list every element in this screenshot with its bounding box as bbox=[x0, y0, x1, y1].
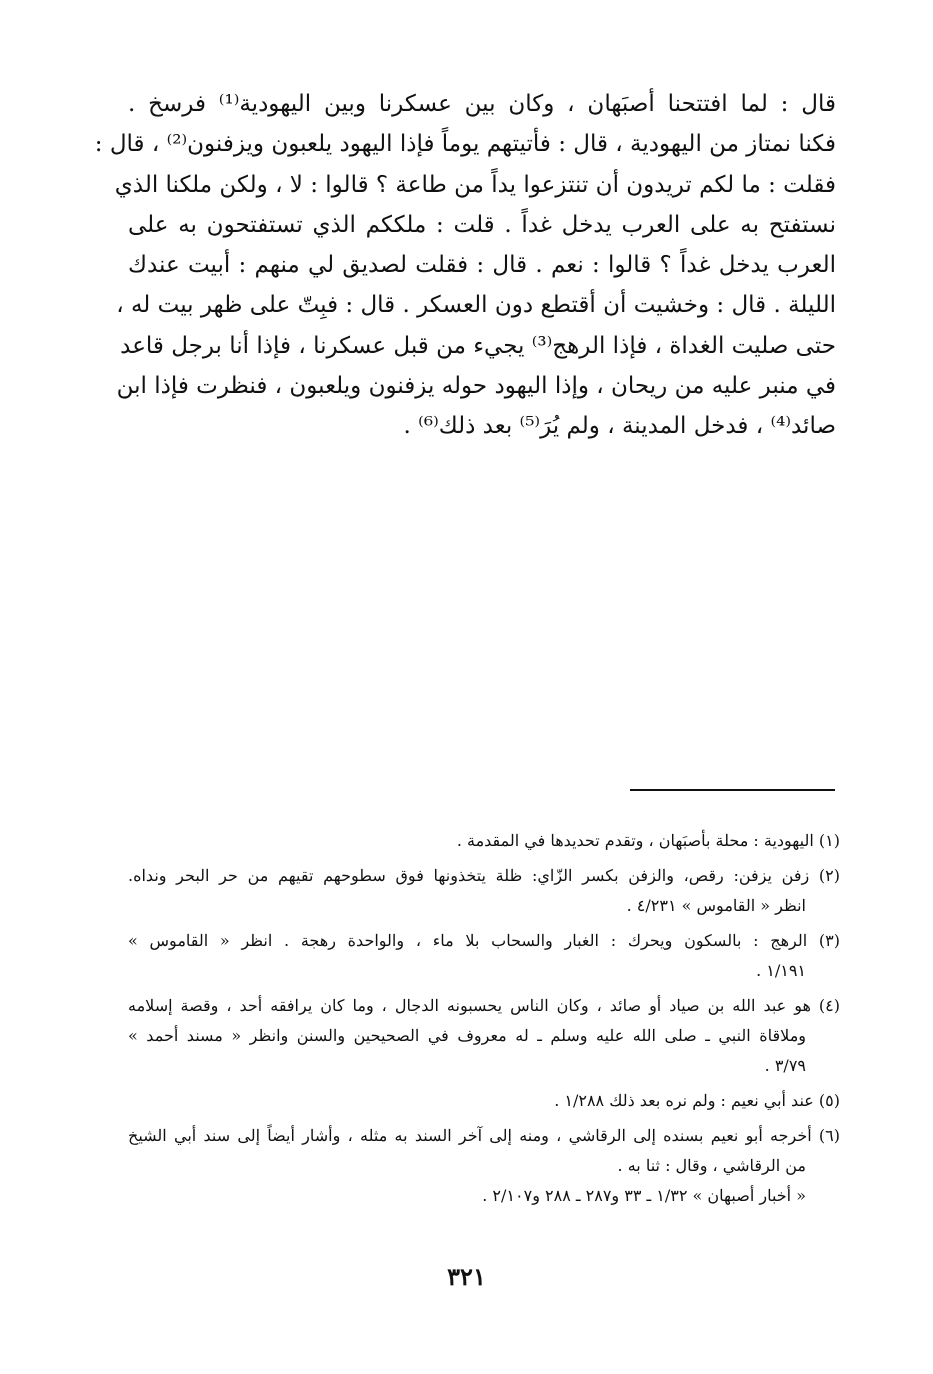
footnote-5 bbox=[128, 1086, 840, 1116]
page-number: ٣٢١ bbox=[447, 1262, 486, 1291]
footnote-line: « أخبار أصبهان » ١/٣٢ ـ ٣٣ و٢٨٧ ـ ٢٨٨ و٢/١٠٧ . bbox=[482, 1186, 806, 1205]
footnote-line: (١) اليهودية : محلة بأصبَهان ، وتقدم تحديدها في المقدمة . bbox=[456, 831, 840, 850]
footnote-line: من الرقاشي ، وقال : ثنا به . bbox=[617, 1156, 806, 1175]
body-line: قال : لما افتتحنا أصبَهان ، وكان بين عسكرنا وبين اليهودية⁽¹⁾ فرسخ . bbox=[128, 91, 836, 117]
main-body-text bbox=[94, 84, 836, 447]
footnotes-section bbox=[128, 826, 840, 1211]
footnote-line: انظر « القاموس » ٤/٢٣١ . bbox=[626, 896, 806, 915]
footnote-6 bbox=[128, 1121, 840, 1211]
footnote-1 bbox=[128, 826, 840, 856]
footnote-line: (٢) زفن يزفن: رقص، والزفن بكسر الزّاي: ظلة يتخذونها فوق سطوحهم تقيهم من حر البحر ونداه. bbox=[128, 866, 841, 885]
footnote-line: (٦) أخرجه أبو نعيم بسنده إلى الرقاشي ، ومنه إلى آخر السند به مثله ، وأشار أيضاً إلى سند أبي الشيخ bbox=[128, 1126, 840, 1145]
footnote-line: ٣/٧٩ . bbox=[764, 1056, 806, 1075]
footnote-line: ١/١٩١ . bbox=[756, 961, 806, 980]
body-line: فقلت : ما لكم تريدون أن تنتزعوا يداً من طاعة ؟ قالوا : لا ، ولكن ملكنا الذي bbox=[114, 171, 836, 198]
body-line: حتى صليت الغداة ، فإذا الرهج⁽³⁾ يجيء من قبل عسكرنا ، فإذا أنا برجل قاعد bbox=[120, 332, 836, 359]
footnote-4 bbox=[128, 991, 840, 1081]
footnote-line: (٤) هو عبد الله بن صياد أو صائد ، وكان الناس يحسبونه الدجال ، وما كان يرافقه أحد ، وقصة إسلامه bbox=[128, 996, 840, 1015]
body-line: في منبر عليه من ريحان ، وإذا اليهود حوله يزفنون ويلعبون ، فنظرت فإذا ابن bbox=[116, 373, 836, 400]
footnote-line: وملاقاة النبي ـ صلى الله عليه وسلم ـ له معروف في الصحيحين والسنن وانظر « مسند أحمد » bbox=[128, 1026, 806, 1045]
footnote-separator bbox=[630, 789, 835, 791]
footnote-2 bbox=[128, 861, 840, 921]
footnote-line: (٥) عند أبي نعيم : ولم نره بعد ذلك ١/٢٨٨ . bbox=[554, 1091, 840, 1110]
body-line: نستفتح به على العرب يدخل غداً . قلت : ملككم الذي تستفتحون به على bbox=[128, 211, 836, 238]
body-line: العرب يدخل غداً ؟ قالوا : نعم . قال : فقلت لصديق لي منهم : أبيت عندك bbox=[128, 252, 836, 279]
body-line: فكنا نمتاز من اليهودية ، قال : فأتيتهم يوماً فإذا اليهود يلعبون ويزفنون⁽²⁾ ، قال : bbox=[94, 131, 836, 158]
footnote-line: (٣) الرهج : بالسكون ويحرك : الغبار والسحاب بلا ماء ، والواحدة رهجة . انظر « القاموس » bbox=[128, 931, 840, 950]
body-line: الليلة . قال : وخشيت أن أقتطع دون العسكر . قال : فبِتّ على ظهر بيت له ، bbox=[116, 292, 836, 319]
footnote-3 bbox=[128, 926, 840, 986]
body-paragraph bbox=[94, 84, 836, 447]
body-line: صائد⁽⁴⁾ ، فدخل المدينة ، ولم يُرَ⁽⁵⁾ بعد ذلك⁽⁶⁾ . bbox=[403, 413, 836, 440]
